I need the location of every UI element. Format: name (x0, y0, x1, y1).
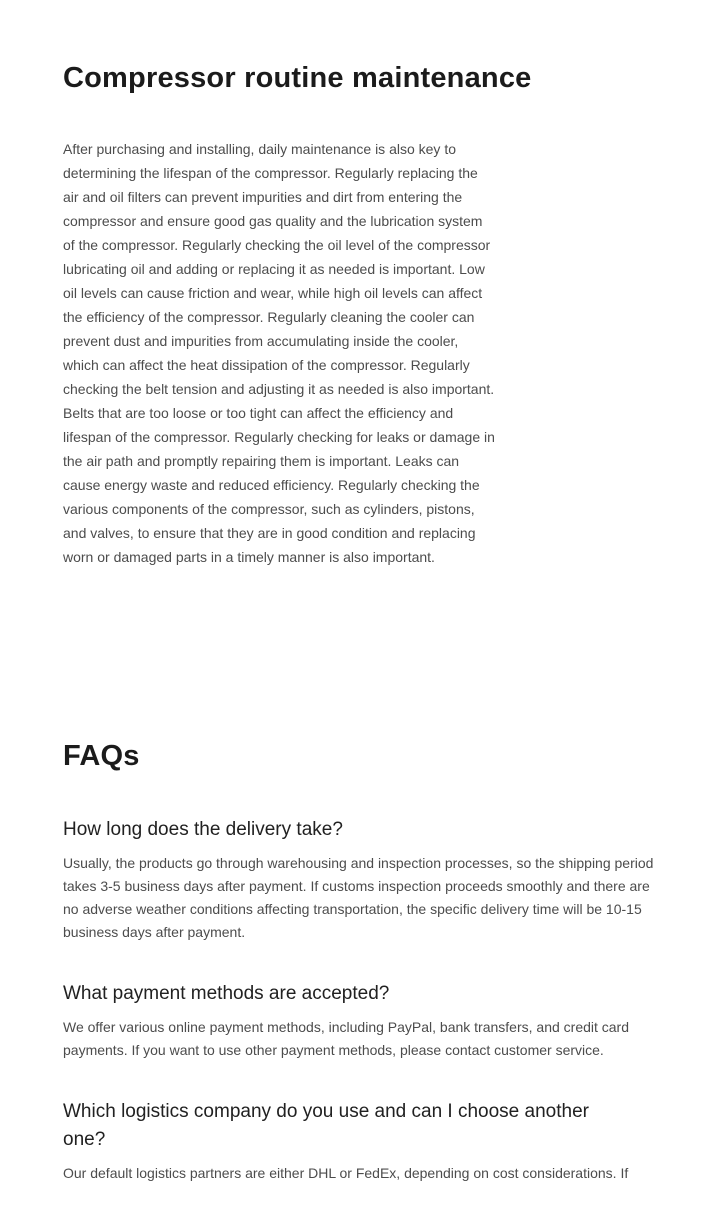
faq-item-delivery (63, 816, 718, 944)
faq-section (63, 737, 718, 1185)
faq-question-delivery: How long does the delivery take? (63, 819, 343, 840)
article-body-paragraph: After purchasing and installing, daily maintenance is also key to determining the lifespan of the compressor. Regularly replacing the air and oil filters can prevent impurities and dirt from entering the compressor and ensure good gas quality and the lubrication system of the compressor. Regularly checking the oil level of the compressor lubricating oil and adding or replacing it as needed is important. Low oil levels can cause friction and wear, while high oil levels can affect the efficiency of the compressor. Regularly cleaning the cooler can prevent dust and impurities from accumulating inside the cooler, which can affect the heat dissipation of the compressor. Regularly checking the belt tension and adjusting it as needed is also important. Belts that are too loose or too tight can affect the efficiency and lifespan of the compressor. Regularly checking for leaks or damage in the air path and promptly repairing them is important. Leaks can cause energy waste and reduced efficiency. Regularly checking the various components of the compressor, such as cylinders, pistons, and valves, to ensure that they are in good condition and replacing worn or damaged parts in a timely manner is also important. (63, 141, 495, 565)
faq-answer-logistics: Our default logistics partners are either DHL or FedEx, depending on cost considerations. If (63, 1165, 629, 1181)
faq-section-title: FAQs (63, 740, 140, 772)
faq-answer-delivery: Usually, the products go through warehousing and inspection processes, so the shipping period takes 3-5 business days after payment. If customs inspection proceeds smoothly and there are no adverse weather conditions affecting transportation, the specific delivery time will be 10-15 business days after payment. (63, 855, 654, 940)
article-title: Compressor routine maintenance (63, 62, 532, 94)
faq-question-logistics: Which logistics company do you use and can I choose another one? (63, 1101, 589, 1150)
faq-answer-payment: We offer various online payment methods, including PayPal, bank transfers, and credit card payments. If you want to use other payment methods, please contact customer service. (63, 1019, 630, 1058)
faq-question-payment: What payment methods are accepted? (63, 983, 390, 1004)
faq-item-payment (63, 980, 718, 1062)
article-section (63, 61, 718, 569)
faq-item-logistics (63, 1098, 718, 1185)
